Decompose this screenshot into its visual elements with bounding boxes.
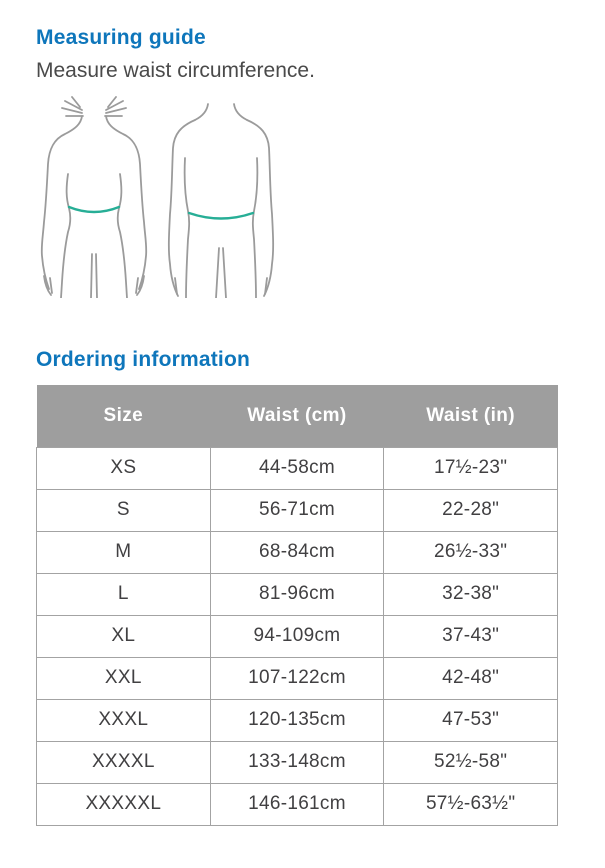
- table-row: [37, 615, 558, 657]
- size-cell: XXXXXL: [37, 783, 211, 825]
- table-row: [37, 573, 558, 615]
- waist-in-cell: 42-48": [384, 657, 558, 699]
- waist-in-cell: 22-28": [384, 489, 558, 531]
- size-cell: XS: [37, 447, 211, 489]
- female-figure-outline: [42, 97, 147, 298]
- size-cell: M: [37, 531, 211, 573]
- size-cell: S: [37, 489, 211, 531]
- ordering-information-title: Ordering information: [36, 348, 250, 372]
- table-row: [37, 489, 558, 531]
- female-hair-icon: [62, 97, 83, 116]
- size-chart-header-row: [37, 385, 558, 447]
- table-row: [37, 447, 558, 489]
- table-row: [37, 741, 558, 783]
- waist-cm-cell: 68-84cm: [210, 531, 384, 573]
- waist-in-cell: 52½-58": [384, 741, 558, 783]
- size-cell: L: [37, 573, 211, 615]
- table-row: [37, 783, 558, 825]
- measuring-guide-title: Measuring guide: [36, 26, 206, 49]
- column-header-waist-in: Waist (in): [384, 385, 558, 447]
- size-cell: XXL: [37, 657, 211, 699]
- waist-in-cell: 26½-33": [384, 531, 558, 573]
- measuring-guide-subtitle: Measure waist circumference.: [36, 59, 315, 83]
- size-cell: XL: [37, 615, 211, 657]
- column-header-size: Size: [37, 385, 211, 447]
- size-chart-table: [36, 385, 558, 826]
- waist-in-cell: 37-43": [384, 615, 558, 657]
- table-row: [37, 531, 558, 573]
- waist-measurement-illustration: [38, 96, 278, 298]
- waist-cm-cell: 44-58cm: [210, 447, 384, 489]
- female-hair-icon: [105, 97, 126, 116]
- measuring-guide-section: [36, 26, 569, 298]
- waist-cm-cell: 94-109cm: [210, 615, 384, 657]
- waist-in-cell: 17½-23": [384, 447, 558, 489]
- waist-in-cell: 32-38": [384, 573, 558, 615]
- waist-cm-cell: 120-135cm: [210, 699, 384, 741]
- table-row: [37, 657, 558, 699]
- waist-in-cell: 47-53": [384, 699, 558, 741]
- waist-cm-cell: 81-96cm: [210, 573, 384, 615]
- waist-in-cell: 57½-63½": [384, 783, 558, 825]
- female-leg-gap: [91, 254, 97, 298]
- waist-cm-cell: 56-71cm: [210, 489, 384, 531]
- female-waist-line: [69, 207, 119, 212]
- size-chart-body: [37, 447, 558, 825]
- column-header-waist-cm: Waist (cm): [210, 385, 384, 447]
- male-waist-line: [189, 213, 253, 219]
- waist-cm-cell: 107-122cm: [210, 657, 384, 699]
- size-cell: XXXXL: [37, 741, 211, 783]
- size-cell: XXXL: [37, 699, 211, 741]
- male-leg-gap: [216, 248, 226, 298]
- waist-cm-cell: 133-148cm: [210, 741, 384, 783]
- ordering-information-section: [36, 348, 569, 826]
- waist-cm-cell: 146-161cm: [210, 783, 384, 825]
- male-figure-outline: [169, 104, 273, 298]
- table-row: [37, 699, 558, 741]
